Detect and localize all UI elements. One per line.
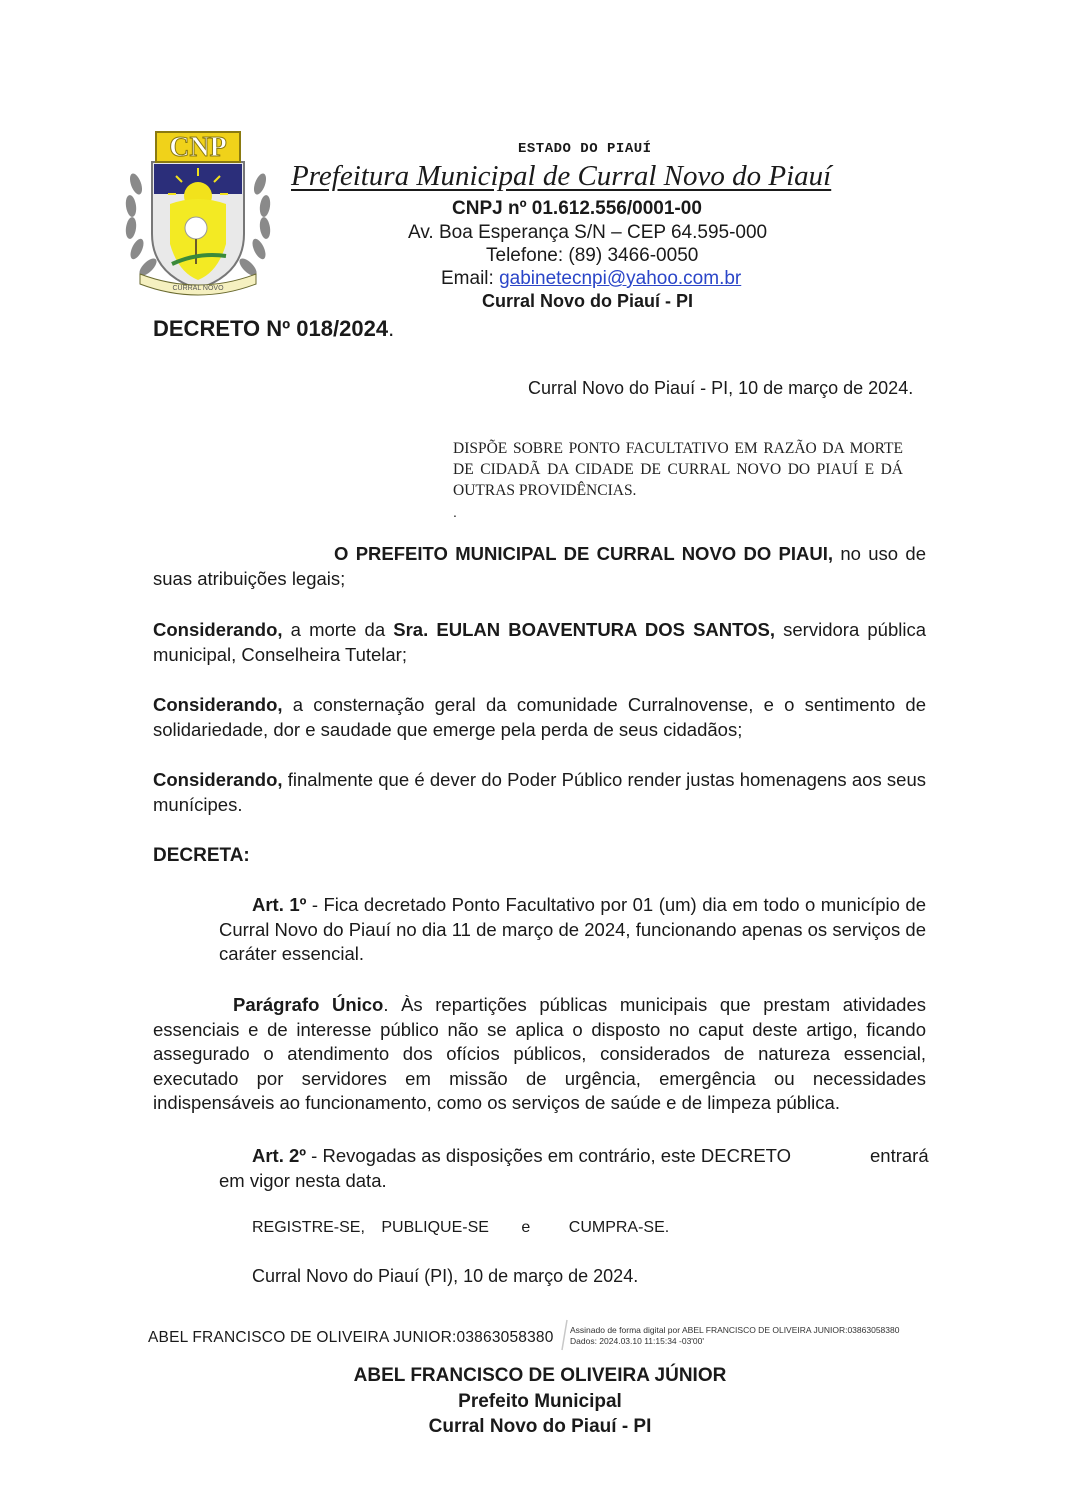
decree-number xyxy=(153,316,394,342)
signer-role: Prefeito Municipal xyxy=(458,1391,622,1412)
registre-se: REGISTRE-SE, xyxy=(252,1219,365,1236)
paragrafo-unico-text: . Às repartições públicas municipais que prestam atividades essenciais e de interesse público não se aplica o disposto no caput deste artigo, ficando assegurado o atendimento dos ofícios públicos, considerados de natureza essencial, executado por servidores em missão de urgência, emergência ou necessidades indispensáveis ao funcionamento, como os serviços de saúde e de limpeza pública. xyxy=(153,994,926,1113)
header-city: Curral Novo do Piauí - PI xyxy=(482,291,694,311)
article-2-text: - Revogadas as disposições em contrário, este DECRETO xyxy=(306,1145,792,1166)
article-2-line-2: em vigor nesta data. xyxy=(219,1170,387,1191)
considerando-3-text: finalmente que é dever do Poder Público render justas homenagens aos seus munícipes. xyxy=(153,769,926,815)
article-2-label: Art. 2º xyxy=(252,1145,307,1166)
cumpra-se: CUMPRA-SE. xyxy=(568,1219,670,1236)
svg-text:CNP: CNP xyxy=(169,132,227,163)
decree-date-line: Curral Novo do Piauí - PI, 10 de março de 2024. xyxy=(528,378,914,398)
article-1-text: - Fica decretado Ponto Facultativo por 01 (um) dia em todo o município de Curral Novo do Piauí no dia 11 de março de 2024, funcionando apenas os serviços de caráter essencial. xyxy=(219,894,926,964)
signer-name: ABEL FRANCISCO DE OLIVEIRA JÚNIOR xyxy=(353,1365,727,1386)
digital-signature-note-1: Assinado de forma digital por ABEL FRANCISCO DE OLIVEIRA JUNIOR:03863058380 xyxy=(570,1325,900,1335)
paragrafo-unico-label: Parágrafo Único xyxy=(233,994,384,1015)
registre-publique-line xyxy=(252,1219,669,1237)
intro-paragraph xyxy=(153,542,926,591)
considerando-1 xyxy=(153,618,926,667)
decree-number-text: DECRETO Nº 018/2024 xyxy=(153,316,389,341)
email-label: Email: xyxy=(441,268,500,289)
considerando-2 xyxy=(153,693,926,742)
considerando-2-text: a consternação geral da comunidade Curralnovense, e o sentimento de solidariedade, dor e saudade que emerge pela perda de seus cidadãos; xyxy=(153,694,926,740)
article-1-label: Art. 1º xyxy=(252,894,307,915)
ementa-dot: . xyxy=(453,504,457,520)
decree-number-period: . xyxy=(388,316,395,341)
considerando-3-label: Considerando, xyxy=(153,769,283,790)
article-1 xyxy=(219,893,926,967)
reg-and: e xyxy=(521,1219,531,1236)
considerando-3 xyxy=(153,768,926,817)
email-line xyxy=(441,268,741,290)
article-2-entrara: entrará xyxy=(870,1145,929,1166)
signer-city: Curral Novo do Piauí - PI xyxy=(428,1416,652,1437)
considerando-1-text-b: servidora pública municipal, Conselheira Tutelar; xyxy=(153,619,927,665)
intro-text: no uso de suas atribuições legais; xyxy=(153,543,926,589)
cnpj-line: CNPJ nº 01.612.556/0001-00 xyxy=(452,198,702,219)
considerando-1-text-a: a morte da xyxy=(282,619,394,640)
paragrafo-unico xyxy=(153,993,926,1116)
decree-ementa: DISPÕE SOBRE PONTO FACULTATIVO EM RAZÃO DA MORTE DE CIDADÃ DA CIDADE DE CURRAL NOVO DO PIAUÍ E DÁ OUTRAS PROVIDÊNCIAS. xyxy=(453,440,903,499)
email-link[interactable]: gabinetecnpi@yahoo.com.br xyxy=(499,268,742,289)
digital-signature-note xyxy=(570,1325,899,1347)
municipal-coat-of-arms-logo xyxy=(122,124,274,300)
closing-date: Curral Novo do Piauí (PI), 10 de março de 2024. xyxy=(252,1266,639,1286)
considerando-2-label: Considerando, xyxy=(153,694,283,715)
digital-signature-note-2: Dados: 2024.03.10 11:15:34 -03'00' xyxy=(570,1336,704,1346)
svg-text:CURRAL NOVO: CURRAL NOVO xyxy=(172,285,224,292)
article-2-line-1 xyxy=(252,1145,791,1167)
deceased-name: Sra. EULAN BOAVENTURA DOS SANTOS, xyxy=(393,619,775,640)
prefeitura-title: Prefeitura Municipal de Curral Novo do Piauí xyxy=(291,160,832,192)
publique-se: PUBLIQUE-SE xyxy=(381,1219,489,1236)
decreta-heading: DECRETA: xyxy=(153,845,250,866)
signature-stroke-icon xyxy=(558,1318,570,1352)
state-heading: ESTADO DO PIAUÍ xyxy=(518,141,652,157)
phone-line: Telefone: (89) 3466-0050 xyxy=(486,245,699,266)
address-line: Av. Boa Esperança S/N – CEP 64.595-000 xyxy=(408,222,768,243)
intro-bold: O PREFEITO MUNICIPAL DE CURRAL NOVO DO PIAUI, xyxy=(334,543,834,564)
considerando-1-label: Considerando, xyxy=(153,619,283,640)
digital-signature-name: ABEL FRANCISCO DE OLIVEIRA JUNIOR:03863058380 xyxy=(148,1329,554,1346)
